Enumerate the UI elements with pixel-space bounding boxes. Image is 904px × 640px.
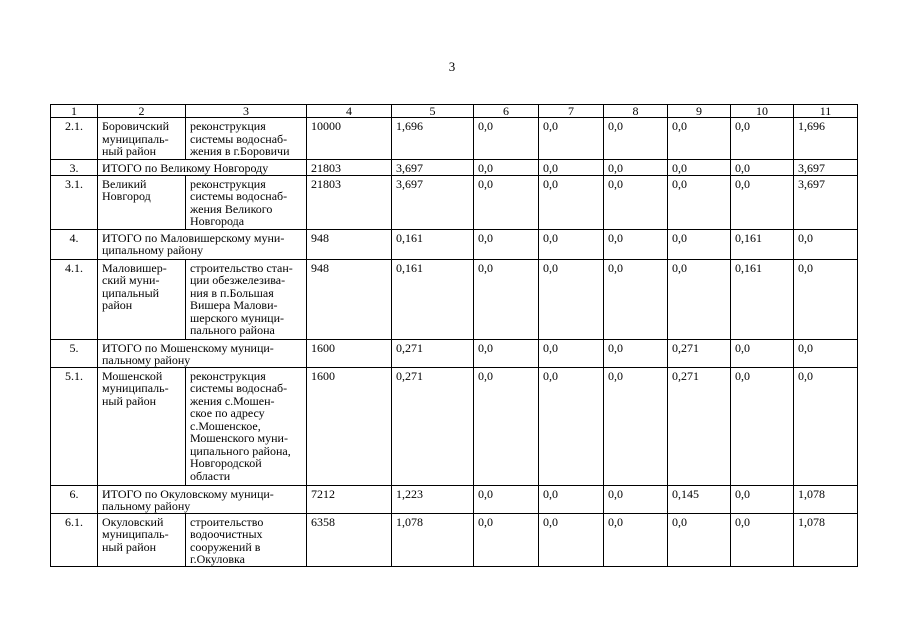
value-cell: 0,0 xyxy=(539,513,604,566)
column-number-header: 7 xyxy=(539,105,604,118)
value-cell: 1,078 xyxy=(794,513,858,566)
value-cell: 0,0 xyxy=(731,118,794,160)
district-name: Боровичский муниципаль- ный район xyxy=(98,118,186,160)
value-cell: 0,0 xyxy=(539,485,604,513)
row-number: 5. xyxy=(51,339,98,367)
value-cell: 948 xyxy=(307,259,392,339)
total-row xyxy=(51,160,858,176)
value-cell: 0,0 xyxy=(731,339,794,367)
value-cell: 0,0 xyxy=(539,118,604,160)
value-cell: 3,697 xyxy=(392,175,474,229)
value-cell: 1600 xyxy=(307,339,392,367)
total-label: ИТОГО по Мошенскому муници- пальному району xyxy=(98,339,307,367)
value-cell: 7212 xyxy=(307,485,392,513)
row-number: 3.1. xyxy=(51,175,98,229)
value-cell: 1,078 xyxy=(794,485,858,513)
object-description: реконструкция системы водоснаб- жения с.Мошен- ское по адресу с.Мошенское, Мошенского муни- ципального района, Новгородской области xyxy=(186,367,307,485)
value-cell: 21803 xyxy=(307,160,392,176)
value-cell: 0,161 xyxy=(731,229,794,259)
district-name: Великий Новгород xyxy=(98,175,186,229)
item-row xyxy=(51,118,858,160)
value-cell: 0,0 xyxy=(731,175,794,229)
total-label: ИТОГО по Маловишерскому муни- ципальному району xyxy=(98,229,307,259)
value-cell: 0,0 xyxy=(604,367,668,485)
value-cell: 0,0 xyxy=(539,160,604,176)
item-row xyxy=(51,513,858,566)
value-cell: 0,0 xyxy=(604,175,668,229)
item-row xyxy=(51,175,858,229)
value-cell: 0,0 xyxy=(539,259,604,339)
value-cell: 0,0 xyxy=(668,259,731,339)
value-cell: 0,0 xyxy=(604,229,668,259)
value-cell: 3,697 xyxy=(794,175,858,229)
total-row xyxy=(51,339,858,367)
value-cell: 0,145 xyxy=(668,485,731,513)
value-cell: 0,271 xyxy=(668,367,731,485)
object-description: реконструкция системы водоснаб- жения Великого Новгорода xyxy=(186,175,307,229)
value-cell: 0,0 xyxy=(474,175,539,229)
value-cell: 0,161 xyxy=(392,229,474,259)
value-cell: 0,0 xyxy=(539,339,604,367)
value-cell: 0,271 xyxy=(392,339,474,367)
total-row xyxy=(51,229,858,259)
column-number-header: 6 xyxy=(474,105,539,118)
value-cell: 0,0 xyxy=(731,513,794,566)
value-cell: 0,0 xyxy=(668,229,731,259)
row-number: 2.1. xyxy=(51,118,98,160)
value-cell: 0,0 xyxy=(731,485,794,513)
value-cell: 0,0 xyxy=(539,175,604,229)
value-cell: 0,0 xyxy=(794,229,858,259)
value-cell: 1,696 xyxy=(392,118,474,160)
value-cell: 0,0 xyxy=(604,118,668,160)
value-cell: 1,078 xyxy=(392,513,474,566)
column-number-header: 2 xyxy=(98,105,186,118)
header-row xyxy=(51,105,858,118)
value-cell: 6358 xyxy=(307,513,392,566)
column-number-header: 5 xyxy=(392,105,474,118)
value-cell: 0,0 xyxy=(474,259,539,339)
value-cell: 0,0 xyxy=(731,160,794,176)
column-number-header: 1 xyxy=(51,105,98,118)
page-number: 3 xyxy=(448,59,456,74)
value-cell: 948 xyxy=(307,229,392,259)
total-row xyxy=(51,485,858,513)
value-cell: 0,0 xyxy=(794,367,858,485)
item-row xyxy=(51,259,858,339)
value-cell: 1,223 xyxy=(392,485,474,513)
value-cell: 0,271 xyxy=(392,367,474,485)
value-cell: 0,0 xyxy=(474,160,539,176)
object-description: реконструкция системы водоснаб- жения в г.Боровичи xyxy=(186,118,307,160)
value-cell: 21803 xyxy=(307,175,392,229)
value-cell: 1,696 xyxy=(794,118,858,160)
value-cell: 0,0 xyxy=(474,485,539,513)
row-number: 4. xyxy=(51,229,98,259)
value-cell: 0,0 xyxy=(668,175,731,229)
value-cell: 3,697 xyxy=(392,160,474,176)
object-description: строительство водоочистных сооружений в г.Окуловка xyxy=(186,513,307,566)
value-cell: 0,0 xyxy=(474,339,539,367)
district-name: Маловишер- ский муни- ципальный район xyxy=(98,259,186,339)
row-number: 5.1. xyxy=(51,367,98,485)
row-number: 3. xyxy=(51,160,98,176)
value-cell: 0,0 xyxy=(794,259,858,339)
value-cell: 0,0 xyxy=(539,229,604,259)
value-cell: 3,697 xyxy=(794,160,858,176)
value-cell: 0,0 xyxy=(604,160,668,176)
district-name: Окуловский муниципаль- ный район xyxy=(98,513,186,566)
value-cell: 10000 xyxy=(307,118,392,160)
value-cell: 0,0 xyxy=(668,513,731,566)
value-cell: 0,0 xyxy=(604,339,668,367)
allocation-table xyxy=(50,104,858,567)
value-cell: 0,0 xyxy=(604,513,668,566)
value-cell: 0,161 xyxy=(392,259,474,339)
row-number: 4.1. xyxy=(51,259,98,339)
value-cell: 0,0 xyxy=(474,118,539,160)
column-number-header: 4 xyxy=(307,105,392,118)
object-description: строительство стан- ции обезжелезива- ния в п.Большая Вишера Малови- шерского муници- пального района xyxy=(186,259,307,339)
value-cell: 0,161 xyxy=(731,259,794,339)
column-number-header: 3 xyxy=(186,105,307,118)
value-cell: 0,0 xyxy=(539,367,604,485)
column-number-header: 9 xyxy=(668,105,731,118)
value-cell: 0,0 xyxy=(731,367,794,485)
value-cell: 0,0 xyxy=(668,118,731,160)
total-label: ИТОГО по Великому Новгороду xyxy=(98,160,307,176)
row-number: 6.1. xyxy=(51,513,98,566)
value-cell: 0,0 xyxy=(474,229,539,259)
total-label: ИТОГО по Окуловскому муници- пальному району xyxy=(98,485,307,513)
district-name: Мошенской муниципаль- ный район xyxy=(98,367,186,485)
value-cell: 0,0 xyxy=(474,367,539,485)
column-number-header: 8 xyxy=(604,105,668,118)
item-row xyxy=(51,367,858,485)
column-number-header: 10 xyxy=(731,105,794,118)
value-cell: 0,0 xyxy=(794,339,858,367)
value-cell: 0,0 xyxy=(604,259,668,339)
row-number: 6. xyxy=(51,485,98,513)
value-cell: 0,271 xyxy=(668,339,731,367)
value-cell: 0,0 xyxy=(474,513,539,566)
value-cell: 1600 xyxy=(307,367,392,485)
value-cell: 0,0 xyxy=(668,160,731,176)
value-cell: 0,0 xyxy=(604,485,668,513)
column-number-header: 11 xyxy=(794,105,858,118)
